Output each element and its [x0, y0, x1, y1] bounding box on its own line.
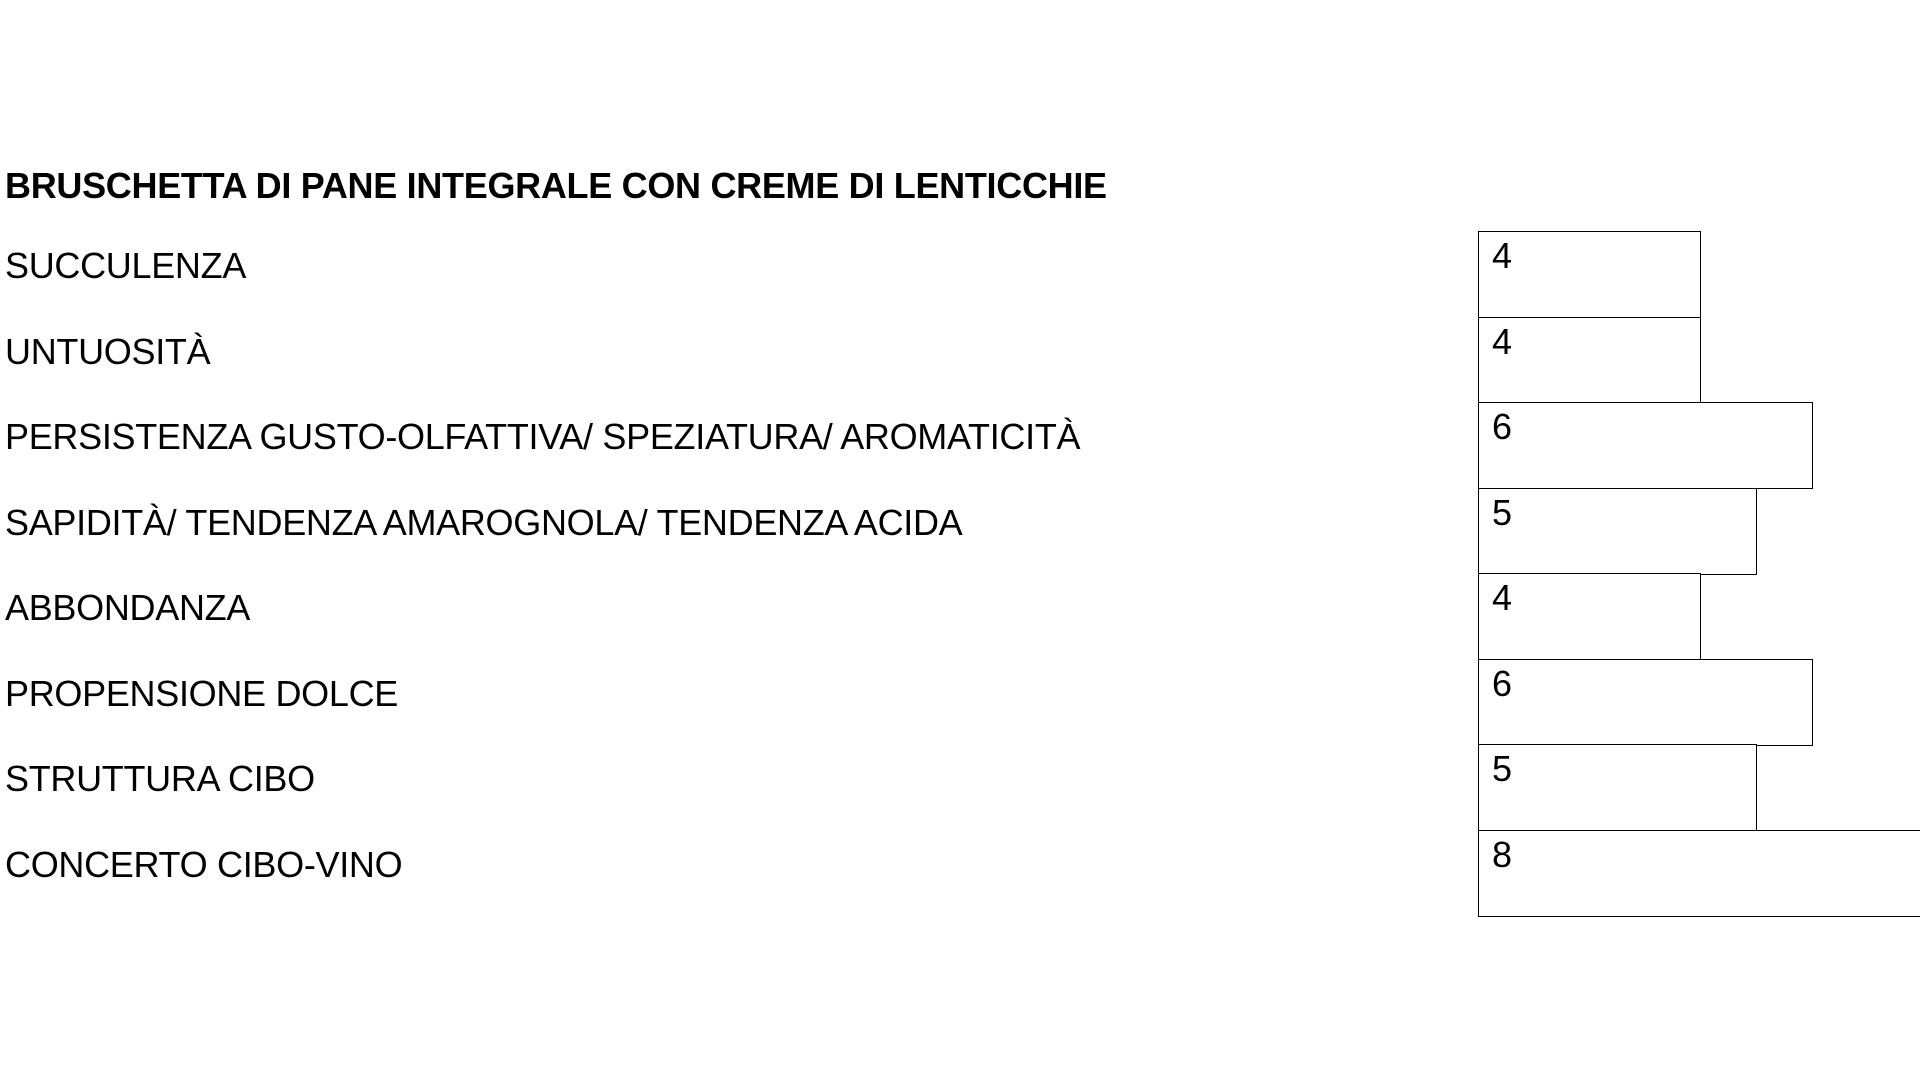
bar [1478, 830, 1920, 917]
bar [1478, 659, 1813, 746]
bar [1478, 402, 1813, 489]
category-label: SAPIDITÀ/ TENDENZA AMAROGNOLA/ TENDENZA ACIDA [5, 501, 963, 543]
category-label: SUCCULENZA [5, 245, 247, 286]
bar-value-label: 6 [1492, 406, 1513, 447]
bar-value-label: 6 [1492, 662, 1513, 704]
chart-title: BRUSCHETTA DI PANE INTEGRALE CON CREME DI LENTICCHIE [5, 165, 1107, 206]
bar-value-label: 8 [1492, 833, 1513, 875]
bar [1478, 488, 1757, 575]
bar [1478, 573, 1701, 660]
bar [1478, 231, 1701, 318]
category-label: STRUTTURA CIBO [5, 758, 315, 799]
bar-value-label: 4 [1492, 320, 1513, 362]
category-label: PERSISTENZA GUSTO-OLFATTIVA/ SPEZIATURA/ AROMATICITÀ [5, 416, 1081, 457]
category-label: CONCERTO CIBO-VINO [5, 843, 403, 885]
bar-value-label: 4 [1492, 577, 1513, 618]
category-label: ABBONDANZA [5, 587, 251, 628]
bar-value-label: 5 [1492, 491, 1513, 533]
bar [1478, 744, 1757, 831]
bar-value-label: 5 [1492, 748, 1513, 789]
bar [1478, 317, 1701, 404]
category-label: UNTUOSITÀ [5, 330, 211, 372]
category-label: PROPENSIONE DOLCE [5, 672, 398, 714]
bar-value-label: 4 [1492, 235, 1513, 276]
